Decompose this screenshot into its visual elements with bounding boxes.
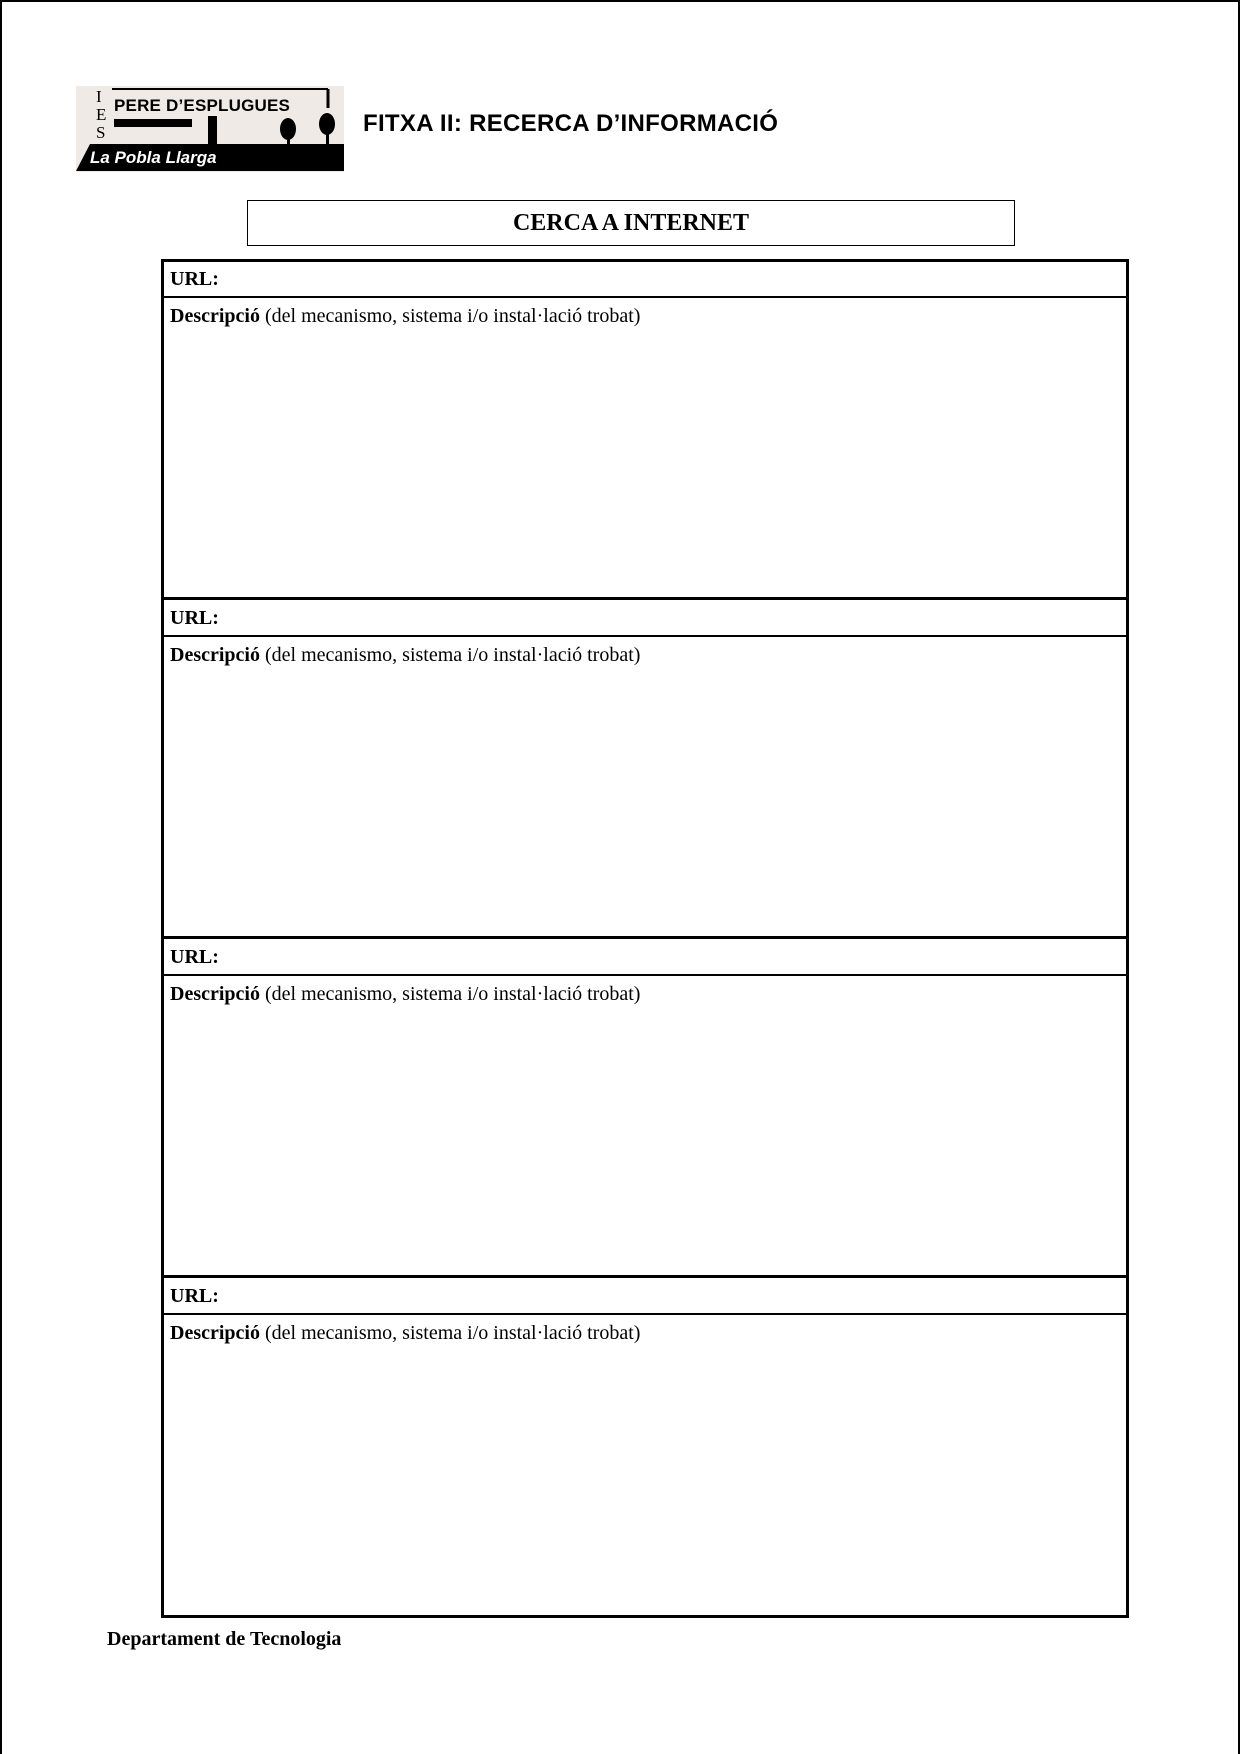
description-field[interactable]: [164, 298, 1126, 600]
description-label: Descripció: [170, 983, 260, 1005]
search-form-table: [161, 259, 1129, 1618]
description-field[interactable]: [164, 637, 1126, 939]
search-entry: [164, 262, 1126, 600]
school-logo: [76, 86, 344, 172]
search-entry: [164, 601, 1126, 939]
logo-letter-s: S: [96, 123, 106, 142]
url-field[interactable]: URL:: [164, 1279, 1126, 1315]
url-field[interactable]: URL:: [164, 601, 1126, 637]
url-field[interactable]: URL:: [164, 940, 1126, 976]
search-entry: [164, 1279, 1126, 1617]
footer-department: Departament de Tecnologia: [107, 1628, 342, 1650]
logo-school-name: PERE D’ESPLUGUES: [114, 96, 291, 115]
search-entry: [164, 940, 1126, 1278]
description-hint: (del mecanismo, sistema i/o instal·lació trobat): [259, 644, 641, 666]
description-label: Descripció: [170, 305, 260, 327]
document-title: FITXA II: RECERCA D’INFORMACIÓ: [363, 110, 779, 137]
description-field[interactable]: [164, 1315, 1126, 1617]
url-field[interactable]: URL:: [164, 262, 1126, 298]
page-border-top: [0, 0, 1240, 2]
description-hint: (del mecanismo, sistema i/o instal·lació trobat): [259, 305, 641, 327]
logo-letter-i: I: [96, 87, 102, 106]
description-label: Descripció: [170, 1322, 260, 1344]
logo-town-name: La Pobla Llarga: [90, 148, 217, 167]
section-title: CERCA A INTERNET: [247, 200, 1015, 246]
description-hint: (del mecanismo, sistema i/o instal·lació trobat): [259, 1322, 641, 1344]
description-label: Descripció: [170, 644, 260, 666]
description-field[interactable]: [164, 976, 1126, 1278]
logo-letter-e: E: [96, 105, 107, 124]
page-border-left: [0, 0, 2, 1754]
description-hint: (del mecanismo, sistema i/o instal·lació trobat): [259, 983, 641, 1005]
